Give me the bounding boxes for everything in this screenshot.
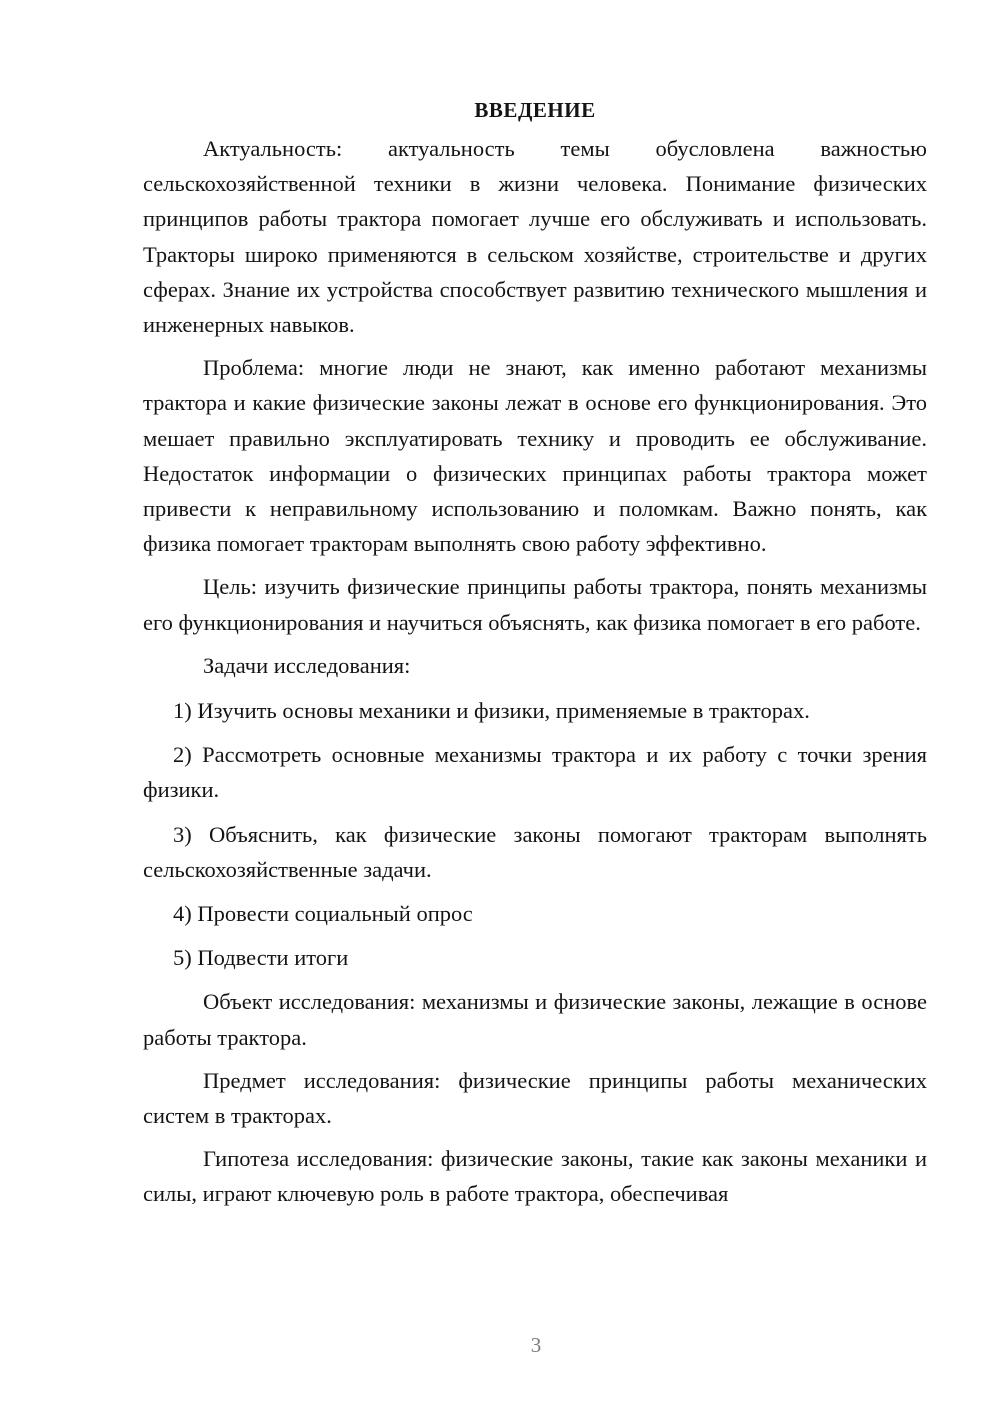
tasks-heading: Задачи исследования: (203, 652, 411, 678)
task-item-1: 1) Изучить основы механики и физики, применяемые в тракторах. (173, 698, 810, 724)
task-item-3: 3) Объяснить, как физические законы помогают тракторам выполнять сельскохозяйственные задачи. (143, 821, 927, 882)
page-content (143, 95, 927, 1220)
paragraph-problem: Проблема: многие люди не знают, как именно работают механизмы трактора и какие физические законы лежат в основе его функционирования. Это мешает правильно эксплуатировать технику и проводить ее обслуживание. Недостаток информации о физических принципах работы трактора может привести к неправильному использованию и поломкам. Важно понять, как физика помогает тракторам выполнять свою работу эффективно. (143, 355, 927, 557)
paragraph-goal: Цель: изучить физические принципы работы трактора, понять механизмы его функционирования и научиться объяснять, как физика помогает в его работе. (143, 574, 927, 635)
paragraph-hypothesis: Гипотеза исследования: физические законы, такие как законы механики и силы, играют ключевую роль в работе трактора, обеспечивая (143, 1146, 927, 1207)
section-title: ВВЕДЕНИЕ (474, 98, 596, 122)
paragraph-object: Объект исследования: механизмы и физические законы, лежащие в основе работы трактора. (143, 989, 927, 1050)
task-item-5: 5) Подвести итоги (173, 945, 349, 971)
task-item-4: 4) Провести социальный опрос (173, 901, 473, 927)
paragraph-subject: Предмет исследования: физические принципы работы механических систем в тракторах. (143, 1067, 927, 1129)
page-number: 3 (530, 1333, 542, 1357)
task-item-2: 2) Рассмотреть основные механизмы трактора и их работу с точки зрения физики. (143, 742, 927, 803)
paragraph-relevance: Актуальность: актуальность темы обусловлена важностью сельскохозяйственной техники в жизни человека. Понимание физических принципов работы трактора помогает лучше его обслуживать и использовать. Тракторы широко применяются в сельском хозяйстве, строительстве и других сферах. Знание их устройства способствует развитию технического мышления и инженерных навыков. (143, 136, 927, 338)
